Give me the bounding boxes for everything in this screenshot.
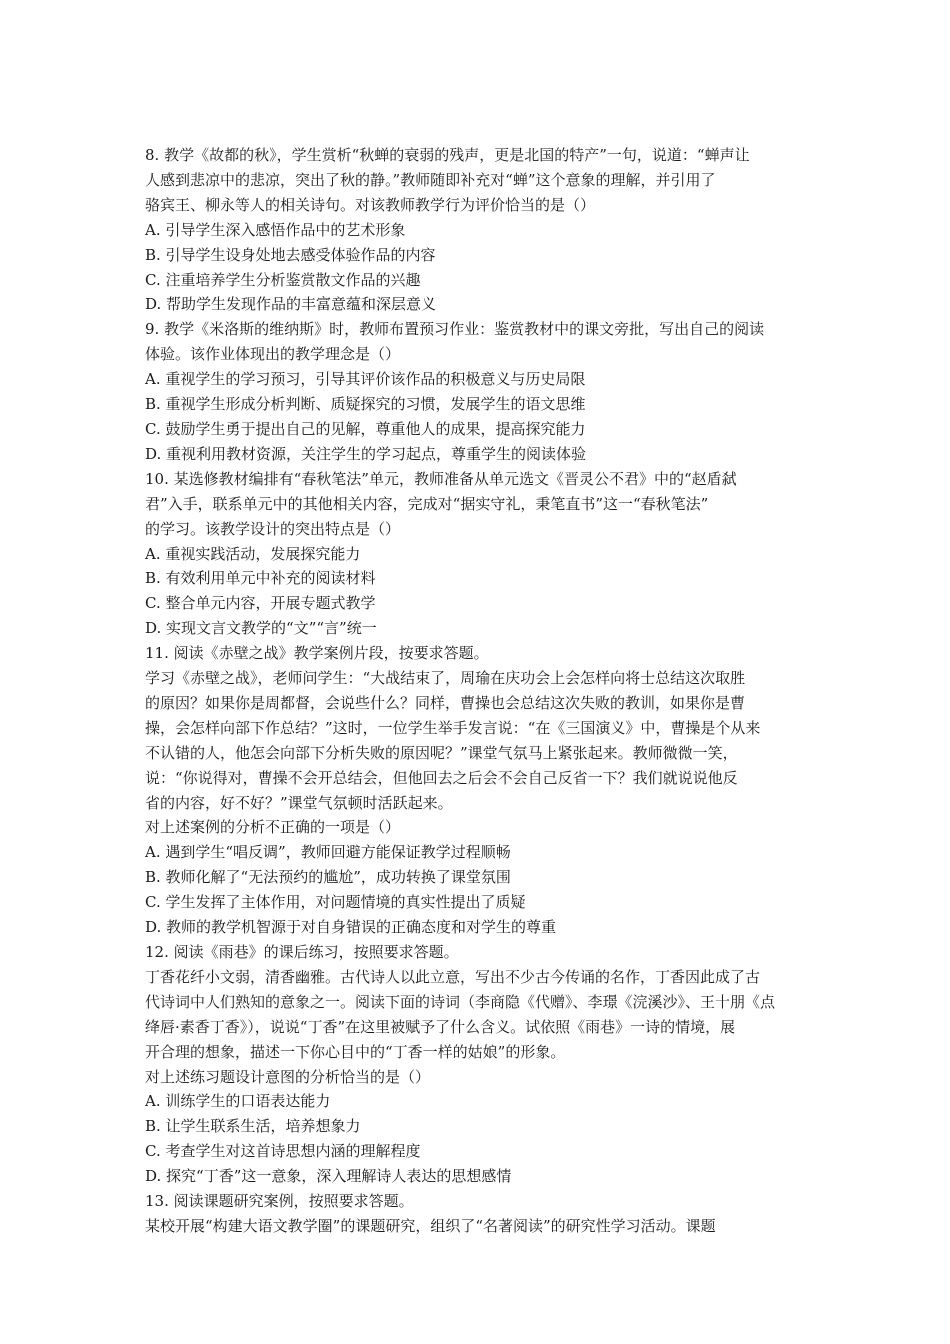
question-12-stem-line-4: 绛唇·素香丁香》），说说“丁香”在这里被赋予了什么含义。试依照《雨巷》一诗的情境，展 [145,1017,736,1036]
question-12-stem-line-6: 对上述练习题设计意图的分析恰当的是（） [145,1067,431,1086]
question-11-stem-line-3: 的原因？如果你是周都督，会说些什么？同样，曹操也会总结这次失败的教训，如果你是曹 [145,693,746,712]
question-8-stem [145,143,813,218]
question-11 [145,641,813,940]
question-10-option-d: D. 实现文言文教学的“文”“言”统一 [145,619,377,638]
question-12-stem [145,940,813,1089]
question-12-stem-line-5: 开合理的想象，描述一下你心目中的“丁香一样的姑娘”的形象。 [145,1042,566,1061]
question-12-stem-line-1: 12. 阅读《雨巷》的课后练习，按照要求答题。 [145,943,459,961]
question-11-stem-line-5: 不认错的人，他怎会向部下分析失败的原因呢？”课堂气氛马上紧张起来。教师微微一笑， [145,743,738,762]
question-10-option-c: C. 整合单元内容，开展专题式教学 [145,594,376,613]
question-11-stem-line-6: 说：“你说得对，曹操不会开总结会，但他回去之后会不会自己反省一下？我们就说说他反 [145,768,738,787]
question-11-option-c: C. 学生发挥了主体作用，对问题情境的真实性提出了质疑 [145,893,526,912]
question-10-stem [145,467,813,542]
question-10-stem-line-1: 10. 某选修教材编排有“春秋笔法”单元，教师准备从单元选文《晋灵公不君》中的“赵盾弑 [145,469,737,488]
question-8-option-a: A. 引导学生深入感悟作品中的艺术形象 [145,220,406,239]
question-12-option-d: D. 探究“丁香”这一意象，深入理解诗人表达的思想感情 [145,1167,512,1186]
question-12-option-a: A. 训练学生的口语表达能力 [145,1092,331,1111]
question-10 [145,467,813,641]
question-13-stem-line-1: 13. 阅读课题研究案例，按照要求答题。 [145,1192,414,1211]
question-11-option-a: A. 遇到学生“唱反调”，教师回避方能保证教学过程顺畅 [145,843,511,862]
question-11-stem-line-8: 对上述案例的分析不正确的一项是（） [145,818,401,837]
question-8-option-d: D. 帮助学生发现作品的丰富意蕴和深层意义 [145,295,437,314]
document-page [145,143,813,1239]
question-9-option-a: A. 重视学生的学习预习，引导其评价该作品的积极意义与历史局限 [145,370,586,389]
question-11-option-b: B. 教师化解了“无法预约的尴尬”，成功转换了课堂氛围 [145,868,511,887]
question-9-stem-line-2: 体验。该作业体现出的教学理念是（） [145,345,401,364]
question-8 [145,143,813,317]
question-11-stem-line-1: 11. 阅读《赤壁之战》教学案例片段，按要求答题。 [145,644,489,663]
question-8-stem-line-2: 人感到悲凉中的悲凉，突出了秋的静。”教师随即补充对“蝉”这个意象的理解，并引用了 [145,170,716,189]
question-9-stem-line-1: 9. 教学《米洛斯的维纳斯》时，教师布置预习作业：鉴赏教材中的课文旁批，写出自己的阅读 [145,320,765,339]
question-10-stem-line-2: 君”入手，联系单元中的其他相关内容，完成对“据实守礼，秉笔直书”这一“春秋笔法” [145,494,709,513]
question-8-stem-line-3: 骆宾王、柳永等人的相关诗句。对该教师教学行为评价恰当的是（） [145,195,596,214]
question-10-option-b: B. 有效利用单元中补充的阅读材料 [145,569,376,588]
question-13-stem-line-2: 某校开展“构建大语文教学圈”的课题研究，组织了“名著阅读”的研究性学习活动。课题 [145,1216,716,1235]
question-12-option-c: C. 考查学生对这首诗思想内涵的理解程度 [145,1142,421,1161]
question-8-option-c: C. 注重培养学生分析鉴赏散文作品的兴趣 [145,270,421,289]
question-8-option-b: B. 引导学生设身处地去感受体验作品的内容 [145,245,436,264]
question-12 [145,940,813,1189]
question-9-option-c: C. 鼓励学生勇于提出自己的见解，尊重他人的成果，提高探究能力 [145,419,586,438]
question-9-option-b: B. 重视学生形成分析判断、质疑探究的习惯，发展学生的语文思维 [145,395,586,414]
question-11-stem-line-2: 学习《赤壁之战》，老师问学生：“大战结束了，周瑜在庆功会上会怎样向将士总结这次取胜 [145,669,746,688]
question-10-stem-line-3: 的学习。该教学设计的突出特点是（） [145,519,401,538]
question-10-option-a: A. 重视实践活动，发展探究能力 [145,544,361,563]
question-13 [145,1189,813,1239]
question-13-stem [145,1189,813,1239]
question-12-option-b: B. 让学生联系生活，培养想象力 [145,1117,361,1136]
question-8-stem-line-1: 8. 教学《故都的秋》，学生赏析“秋蝉的衰弱的残声，更是北国的特产”一句，说道：“蝉声让 [145,146,750,164]
question-9-stem [145,317,813,367]
question-11-stem [145,641,813,840]
question-11-option-d: D. 教师的教学机智源于对自身错误的正确态度和对学生的尊重 [145,918,557,937]
question-12-stem-line-3: 代诗词中人们熟知的意象之一。阅读下面的诗词（李商隐《代赠》、李璟《浣溪沙》、王十朋《点 [145,992,776,1011]
question-9 [145,317,813,466]
question-11-stem-line-7: 省的内容，好不好？”课堂气氛顿时活跃起来。 [145,793,453,812]
question-11-stem-line-4: 操，会怎样向部下作总结？”这时，一位学生举手发言说：“在《三国演义》中，曹操是个从来 [145,718,761,737]
question-12-stem-line-2: 丁香花纤小文弱，清香幽雅。古代诗人以此立意，写出不少古今传诵的名作，丁香因此成了古 [145,967,761,986]
question-9-option-d: D. 重视利用教材资源，关注学生的学习起点，尊重学生的阅读体验 [145,444,587,463]
